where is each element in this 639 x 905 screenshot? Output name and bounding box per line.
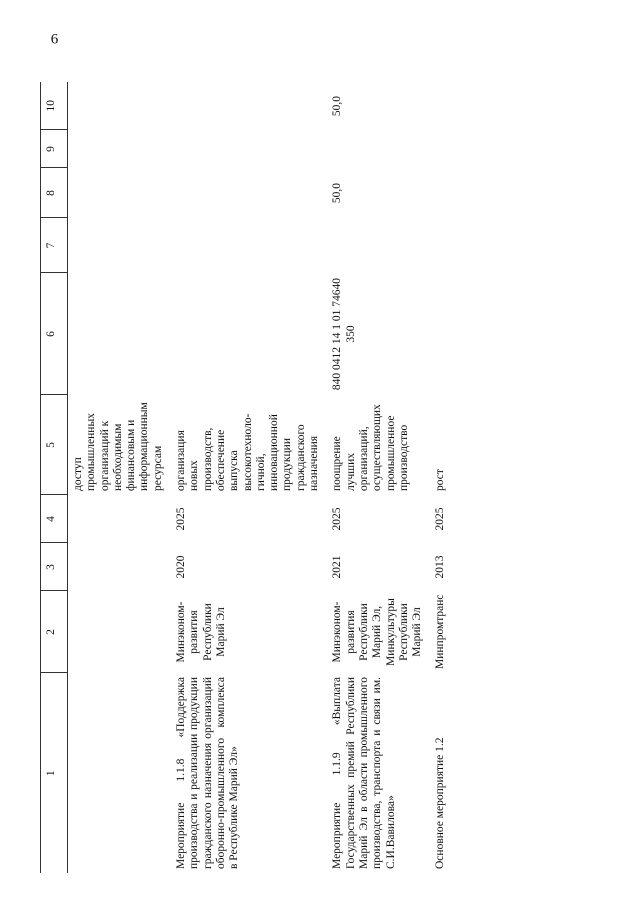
header-cell: 3 — [41, 543, 68, 591]
budget-code — [430, 273, 453, 395]
value-col-7 — [68, 218, 172, 273]
budget-code — [171, 273, 327, 395]
header-cell: 6 — [41, 273, 68, 395]
responsible-executor: Минэконом-развития Республики Марий Эл — [175, 601, 227, 663]
budget-code: 840 0412 14 1 01 74640 350 — [331, 277, 357, 391]
value-col-9 — [68, 130, 172, 168]
program-table — [40, 82, 454, 873]
start-year: 2021 — [331, 555, 344, 579]
value-col-8: 50,0 — [331, 182, 344, 204]
value-col-8 — [68, 168, 172, 218]
value-col-9 — [327, 130, 430, 168]
responsible-executor: Минэконом-развития Республики Марий Эл, Минкультуры Республики Марий Эл — [331, 598, 424, 666]
value-col-7 — [430, 218, 453, 273]
responsible-executor — [68, 591, 172, 673]
measure-name: Мероприятие 1.1.9 «Выплата Государственных премий Республики Марий Эл в области промышленного производства, транспорта и связи им. С.И.Вавилова» — [331, 677, 397, 869]
value-col-8 — [171, 168, 327, 218]
header-cell: 8 — [41, 168, 68, 218]
responsible-executor: Минпромтранс — [434, 594, 447, 669]
value-col-10: 50,0 — [331, 95, 344, 117]
measure-name — [68, 673, 172, 873]
value-col-7 — [171, 218, 327, 273]
header-cell: 7 — [41, 218, 68, 273]
start-year: 2013 — [434, 555, 447, 579]
value-col-8 — [430, 168, 453, 218]
page-number: 6 — [50, 31, 59, 48]
value-col-10 — [171, 82, 327, 130]
value-col-7 — [327, 218, 430, 273]
header-cell: 1 — [41, 673, 68, 873]
header-cell: 9 — [41, 130, 68, 168]
end-year: 2025 — [434, 507, 447, 531]
expected-result: рост — [434, 469, 447, 491]
table-row — [171, 82, 327, 873]
header-cell: 2 — [41, 591, 68, 673]
end-year: 2025 — [331, 507, 344, 531]
expected-result: поощрение лучших организаций, осуществляющих промышленное производство — [331, 404, 410, 491]
start-year: 2020 — [175, 555, 188, 579]
value-col-9 — [171, 130, 327, 168]
start-year — [68, 543, 172, 591]
table-row — [327, 82, 430, 873]
header-row — [41, 82, 68, 873]
measure-name: Мероприятие 1.1.8 «Поддержка производства и реализации продукции гражданского назначения организаций оборонно-промышленного комплекса в Республике Марий Эл» — [175, 677, 241, 869]
value-col-10 — [68, 82, 172, 130]
expected-result: доступ промышленных организаций к необходимым финансовым и информационным ресурсам — [72, 402, 164, 491]
end-year — [68, 495, 172, 543]
header-cell: 5 — [41, 395, 68, 495]
expected-result: организация новых производств, обеспечение выпуска высокотехноло-гичной, инновационной продукции гражданского назначения — [175, 413, 321, 491]
table-row — [68, 82, 172, 873]
end-year: 2025 — [175, 507, 188, 531]
header-cell: 4 — [41, 495, 68, 543]
budget-code — [68, 273, 172, 395]
value-col-9 — [430, 130, 453, 168]
measure-name: Основное мероприятие 1.2 — [434, 737, 447, 869]
table-row — [430, 82, 453, 873]
value-col-10 — [430, 82, 453, 130]
header-cell: 10 — [41, 82, 68, 130]
